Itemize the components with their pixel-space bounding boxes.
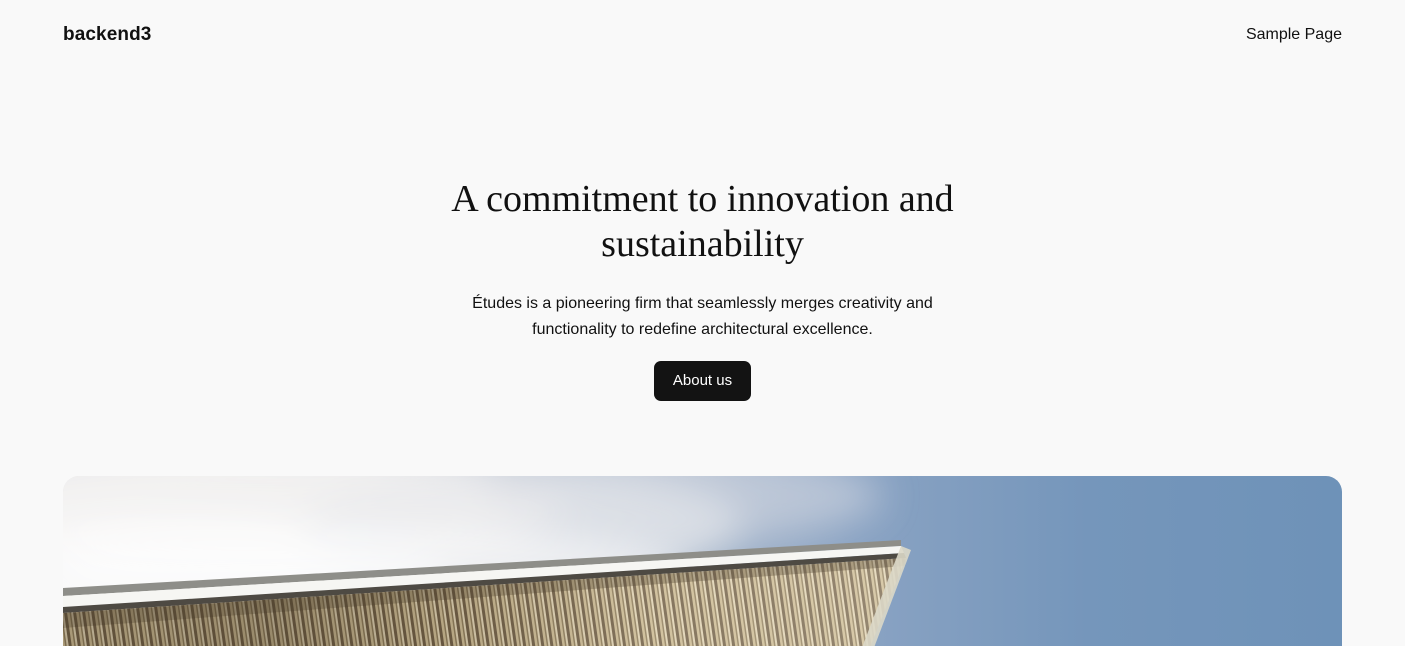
site-header [0, 0, 1405, 46]
hero-description: Études is a pioneering firm that seamlessly merges creativity and functionality to redefine architectural excellence. [472, 295, 933, 338]
nav-item-sample-page[interactable]: Sample Page [1245, 26, 1342, 43]
building-roof-illustration [63, 476, 1342, 646]
hero-heading: A commitment to innovation and sustainability [451, 178, 954, 265]
hero-section [0, 177, 1405, 646]
about-us-button[interactable]: About us [654, 361, 751, 401]
site-title-link[interactable]: backend3 [63, 24, 152, 45]
hero-image [63, 476, 1342, 646]
cta-row [0, 361, 1405, 401]
main-nav [1246, 26, 1342, 44]
